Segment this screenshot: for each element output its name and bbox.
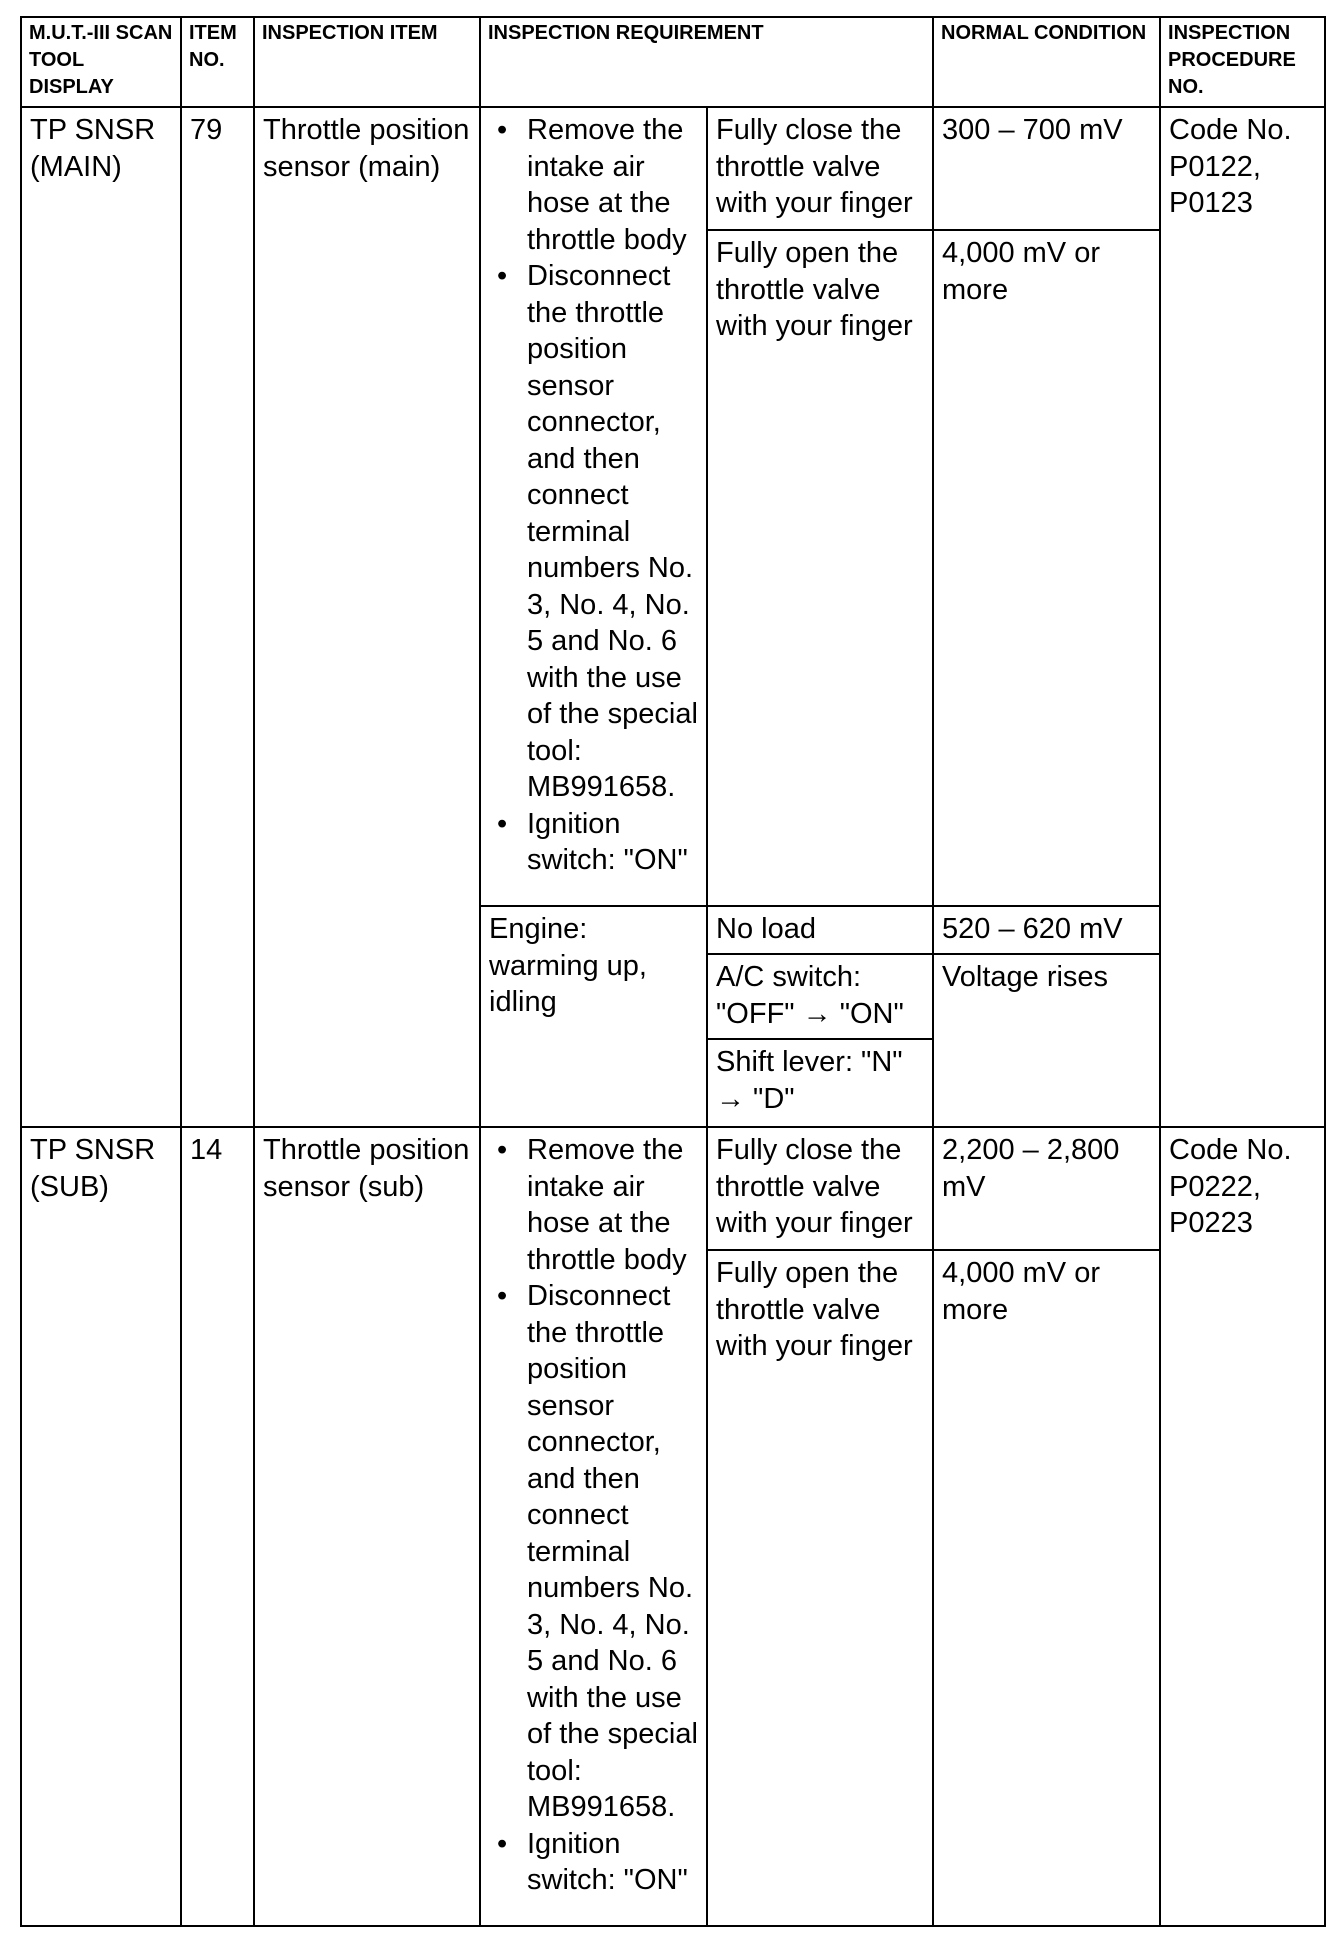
- item-number: 79: [181, 107, 254, 1127]
- close-valve-condition: Fully close the throttle valve with your finger: [707, 1127, 933, 1250]
- open-valve-condition: Fully open the throttle valve with your finger: [707, 1250, 933, 1926]
- list-item: • Remove the intake air hose at the throttle body: [489, 1132, 698, 1278]
- requirement-bullets: [480, 107, 707, 906]
- list-item: • Remove the intake air hose at the throttle body: [489, 112, 698, 258]
- table-row: [21, 107, 1325, 230]
- header-inspection-requirement: INSPECTION REQUIREMENT: [480, 17, 933, 107]
- item-number: 14: [181, 1127, 254, 1926]
- close-valve-normal: 300 – 700 mV: [933, 107, 1160, 230]
- close-valve-normal: 2,200 – 2,800 mV: [933, 1127, 1160, 1250]
- table-row: [21, 1127, 1325, 1250]
- requirement-bullets: [480, 1127, 707, 1926]
- close-valve-condition: Fully close the throttle valve with your finger: [707, 107, 933, 230]
- header-row: [21, 17, 1325, 107]
- open-valve-normal: 4,000 mV or more: [933, 1250, 1160, 1926]
- engine-requirement: Engine: warming up, idling: [480, 906, 707, 1127]
- procedure-code: Code No. P0222, P0223: [1160, 1127, 1325, 1926]
- header-procedure-no: INSPECTION PROCEDURE NO.: [1160, 17, 1325, 107]
- header-inspection-item: INSPECTION ITEM: [254, 17, 480, 107]
- open-valve-condition: Fully open the throttle valve with your finger: [707, 230, 933, 906]
- header-item-no: ITEM NO.: [181, 17, 254, 107]
- list-item: • Ignition switch: "ON": [489, 1826, 698, 1899]
- inspection-item: Throttle position sensor (sub): [254, 1127, 480, 1926]
- no-load-normal: 520 – 620 mV: [933, 906, 1160, 954]
- no-load-condition: No load: [707, 906, 933, 954]
- list-item: • Ignition switch: "ON": [489, 806, 698, 879]
- open-valve-normal: 4,000 mV or more: [933, 230, 1160, 906]
- procedure-code: Code No. P0122, P0123: [1160, 107, 1325, 1127]
- inspection-item: Throttle position sensor (main): [254, 107, 480, 1127]
- header-normal-condition: NORMAL CONDITION: [933, 17, 1160, 107]
- scan-tool-display: TP SNSR (MAIN): [21, 107, 181, 1127]
- shift-lever-condition: Shift lever: "N" → "D": [707, 1039, 933, 1127]
- ac-switch-condition: A/C switch: "OFF" → "ON": [707, 954, 933, 1039]
- scan-tool-display: TP SNSR (SUB): [21, 1127, 181, 1926]
- inspection-table: [20, 16, 1326, 1927]
- list-item: • Disconnect the throttle position sensor connector, and then connect terminal numbers No. 3, No. 4, No. 5 and No. 6 with the use of the special tool: MB991658.: [489, 258, 698, 806]
- list-item: • Disconnect the throttle position sensor connector, and then connect terminal numbers No. 3, No. 4, No. 5 and No. 6 with the use of the special tool: MB991658.: [489, 1278, 698, 1826]
- header-display: M.U.T.-III SCAN TOOL DISPLAY: [21, 17, 181, 107]
- voltage-rises-normal: Voltage rises: [933, 954, 1160, 1127]
